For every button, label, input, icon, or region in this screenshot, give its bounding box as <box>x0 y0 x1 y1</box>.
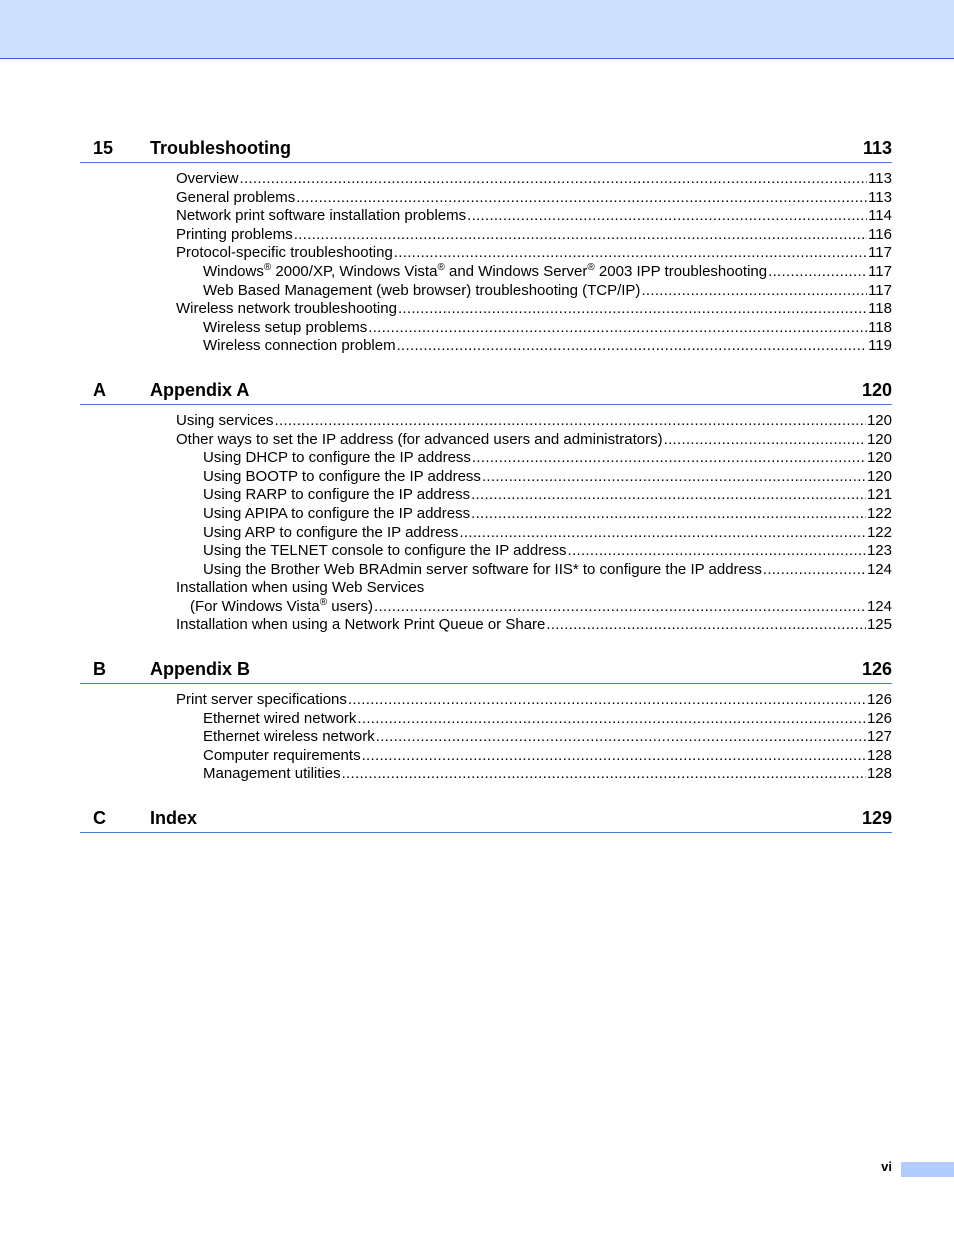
toc-entry[interactable] <box>80 337 892 356</box>
dot-leader <box>368 319 867 338</box>
entry-title-part: Wireless connection problem <box>203 337 396 355</box>
entry-page: 120 <box>866 411 892 429</box>
toc-entry[interactable] <box>80 598 892 617</box>
dot-leader <box>397 337 867 356</box>
dot-leader <box>459 524 866 543</box>
chapter-number: A <box>93 379 106 400</box>
dot-leader <box>768 263 867 282</box>
entry-title-part: 2000/XP, Windows Vista <box>271 262 438 280</box>
chapter-page: 129 <box>861 808 892 829</box>
entry-title <box>190 598 373 617</box>
entry-title <box>203 468 481 487</box>
entry-title-part: Windows <box>203 262 264 280</box>
chapter-title: Troubleshooting <box>150 138 291 158</box>
chapter-title: Appendix B <box>150 659 251 680</box>
entry-title-part: Printing problems <box>176 225 293 243</box>
dot-leader <box>568 542 866 561</box>
entry-page: 121 <box>866 486 892 504</box>
chapter-title: Index <box>150 808 198 829</box>
entry-title <box>203 449 471 468</box>
entry-title <box>203 505 470 524</box>
entry-title <box>176 616 545 635</box>
dot-leader <box>471 505 866 524</box>
chapter-page: 126 <box>861 659 892 680</box>
toc-entry[interactable] <box>80 319 892 338</box>
chapter-number: C <box>93 808 106 829</box>
entry-title-part: Overview <box>176 170 239 187</box>
entry-title-part: Installation when using Web Services <box>176 579 425 597</box>
dot-leader <box>471 486 866 505</box>
entry-page: 123 <box>866 542 892 560</box>
entry-title <box>203 561 762 580</box>
toc-entry[interactable] <box>80 431 892 450</box>
dot-leader <box>275 412 866 431</box>
entry-title-part: Using APIPA to configure the IP address <box>203 504 471 522</box>
registered-mark: ® <box>319 596 328 608</box>
chapter-page: 113 <box>862 138 892 158</box>
entry-page: 128 <box>866 746 892 764</box>
entry-title-part: Using services <box>176 411 274 429</box>
entry-title <box>176 170 239 189</box>
entry-page: 125 <box>866 616 892 634</box>
toc-entry[interactable] <box>80 486 892 505</box>
entry-title-part: Web Based Management (web browser) troubleshooting (TCP/IP) <box>203 281 641 299</box>
entry-page: 120 <box>866 467 892 485</box>
toc-entry[interactable] <box>80 207 892 226</box>
entry-title-part: Using the Brother Web BRAdmin server software for IIS* to configure the IP address <box>203 560 762 578</box>
dot-leader <box>348 691 866 710</box>
entry-title <box>176 226 293 245</box>
entry-title-part: Wireless network troubleshooting <box>176 300 397 318</box>
entry-page: 113 <box>868 170 892 187</box>
entry-title <box>203 710 356 729</box>
chapter-page: 120 <box>861 379 892 400</box>
entry-page: 118 <box>868 318 892 336</box>
entry-title <box>203 486 470 505</box>
entry-page: 124 <box>866 560 892 578</box>
entry-page: 120 <box>866 449 892 467</box>
entry-title <box>176 579 424 598</box>
dot-leader <box>467 207 867 226</box>
entry-title-part: users) <box>327 597 373 615</box>
dot-leader <box>342 765 866 784</box>
entry-page: 122 <box>866 523 892 541</box>
entry-title-part: Installation when using a Network Print Queue or Share <box>176 616 546 634</box>
dot-leader <box>546 616 866 635</box>
dot-leader <box>376 728 866 747</box>
entry-page: 122 <box>866 504 892 522</box>
registered-mark: ® <box>587 261 595 273</box>
chapter-section <box>80 655 892 784</box>
entry-title <box>203 728 375 747</box>
entry-page: 117 <box>868 262 892 280</box>
entry-title <box>176 244 393 263</box>
toc-entry[interactable] <box>80 710 892 729</box>
toc-entry[interactable] <box>80 728 892 747</box>
entry-title-part: Using the TELNET console to configure the IP address <box>203 542 567 560</box>
dot-leader <box>296 189 867 208</box>
dot-leader <box>763 561 866 580</box>
chapter-heading[interactable] <box>80 804 892 833</box>
entry-title <box>176 412 274 431</box>
toc-entry[interactable] <box>80 412 892 431</box>
entry-title-part: Using ARP to configure the IP address <box>203 523 459 541</box>
entry-title <box>203 524 458 543</box>
entry-page: 119 <box>868 337 892 355</box>
entry-title <box>176 431 663 450</box>
table-of-contents <box>80 134 892 853</box>
entry-page: 126 <box>866 691 892 709</box>
chapter-heading[interactable] <box>80 655 892 684</box>
entry-page: 114 <box>868 207 892 225</box>
toc-entry[interactable] <box>80 189 892 208</box>
entry-page: 128 <box>866 765 892 783</box>
toc-entry[interactable] <box>80 468 892 487</box>
chapter-section <box>80 804 892 833</box>
entry-title <box>203 337 396 356</box>
chapter-heading[interactable] <box>80 376 892 405</box>
toc-entry[interactable] <box>80 449 892 468</box>
entry-list <box>80 405 892 635</box>
entry-title-part: and Windows Server <box>444 262 588 280</box>
toc-entry[interactable] <box>80 747 892 766</box>
entry-page: 117 <box>868 281 892 299</box>
entry-title-part: Protocol-specific troubleshooting <box>176 244 393 262</box>
entry-title <box>176 189 295 208</box>
header-band <box>0 0 954 59</box>
toc-entry[interactable] <box>80 170 892 189</box>
entry-title-part: Other ways to set the IP address (for advanced users and administrators) <box>176 430 663 448</box>
toc-entry[interactable] <box>80 524 892 543</box>
entry-title-part: 2003 IPP troubleshooting <box>594 262 768 280</box>
entry-title <box>176 207 466 226</box>
entry-title <box>203 282 640 301</box>
toc-entry[interactable] <box>80 263 892 282</box>
entry-page: 124 <box>866 597 892 615</box>
entry-title <box>203 263 767 282</box>
chapter-heading[interactable] <box>80 134 892 163</box>
entry-title-part: Ethernet wireless network <box>203 728 375 746</box>
entry-page: 120 <box>866 430 892 448</box>
dot-leader <box>394 244 867 263</box>
dot-leader <box>240 170 868 189</box>
dot-leader <box>398 300 867 319</box>
entry-title-part: Ethernet wired network <box>203 709 357 727</box>
toc-entry[interactable] <box>80 765 892 784</box>
entry-page: 118 <box>868 300 892 318</box>
toc-entry[interactable] <box>80 616 892 635</box>
entry-title <box>203 542 567 561</box>
dot-leader <box>374 598 866 617</box>
toc-entry[interactable] <box>80 561 892 580</box>
footer-tab <box>901 1162 954 1177</box>
toc-entry[interactable] <box>80 505 892 524</box>
chapter-section <box>80 376 892 635</box>
chapter-number: 15 <box>93 138 114 158</box>
dot-leader <box>357 710 866 729</box>
entry-title <box>176 691 347 710</box>
entry-page: 126 <box>866 709 892 727</box>
entry-title-part: Using RARP to configure the IP address <box>203 486 471 504</box>
dot-leader <box>641 282 867 301</box>
entry-title-part: General problems <box>176 188 296 206</box>
toc-entry[interactable] <box>80 226 892 245</box>
entry-title <box>203 765 341 784</box>
entry-page: 127 <box>866 728 892 746</box>
entry-title-part: Print server specifications <box>176 691 347 709</box>
toc-entry[interactable] <box>80 300 892 319</box>
entry-list <box>80 163 892 356</box>
registered-mark: ® <box>437 261 445 273</box>
page-number: vi <box>881 1159 892 1174</box>
dot-leader <box>472 449 866 468</box>
toc-entry[interactable] <box>80 691 892 710</box>
toc-entry[interactable] <box>80 542 892 561</box>
entry-page: 113 <box>868 188 892 206</box>
entry-title <box>203 319 367 338</box>
dot-leader <box>294 226 867 245</box>
chapter-number: B <box>93 659 106 680</box>
entry-title <box>176 300 397 319</box>
toc-entry[interactable] <box>80 244 892 263</box>
entry-page: 117 <box>868 244 892 262</box>
dot-leader <box>362 747 866 766</box>
entry-title-part: Computer requirements <box>203 746 361 764</box>
chapter-section <box>80 134 892 356</box>
entry-title-part: Network print software installation problems <box>176 207 467 225</box>
entry-title-part: Wireless setup problems <box>203 318 368 336</box>
entry-page: 116 <box>868 225 892 243</box>
toc-entry[interactable] <box>80 579 892 598</box>
chapter-title: Appendix A <box>150 379 250 400</box>
dot-leader <box>664 431 866 450</box>
toc-entry[interactable] <box>80 282 892 301</box>
entry-title-part: (For Windows Vista <box>190 597 320 615</box>
dot-leader <box>482 468 866 487</box>
entry-title-part: Using BOOTP to configure the IP address <box>203 467 481 485</box>
entry-list <box>80 684 892 784</box>
entry-title-part: Management utilities <box>203 765 341 783</box>
entry-title-part: Using DHCP to configure the IP address <box>203 449 471 467</box>
registered-mark: ® <box>263 261 272 273</box>
entry-title <box>203 747 361 766</box>
